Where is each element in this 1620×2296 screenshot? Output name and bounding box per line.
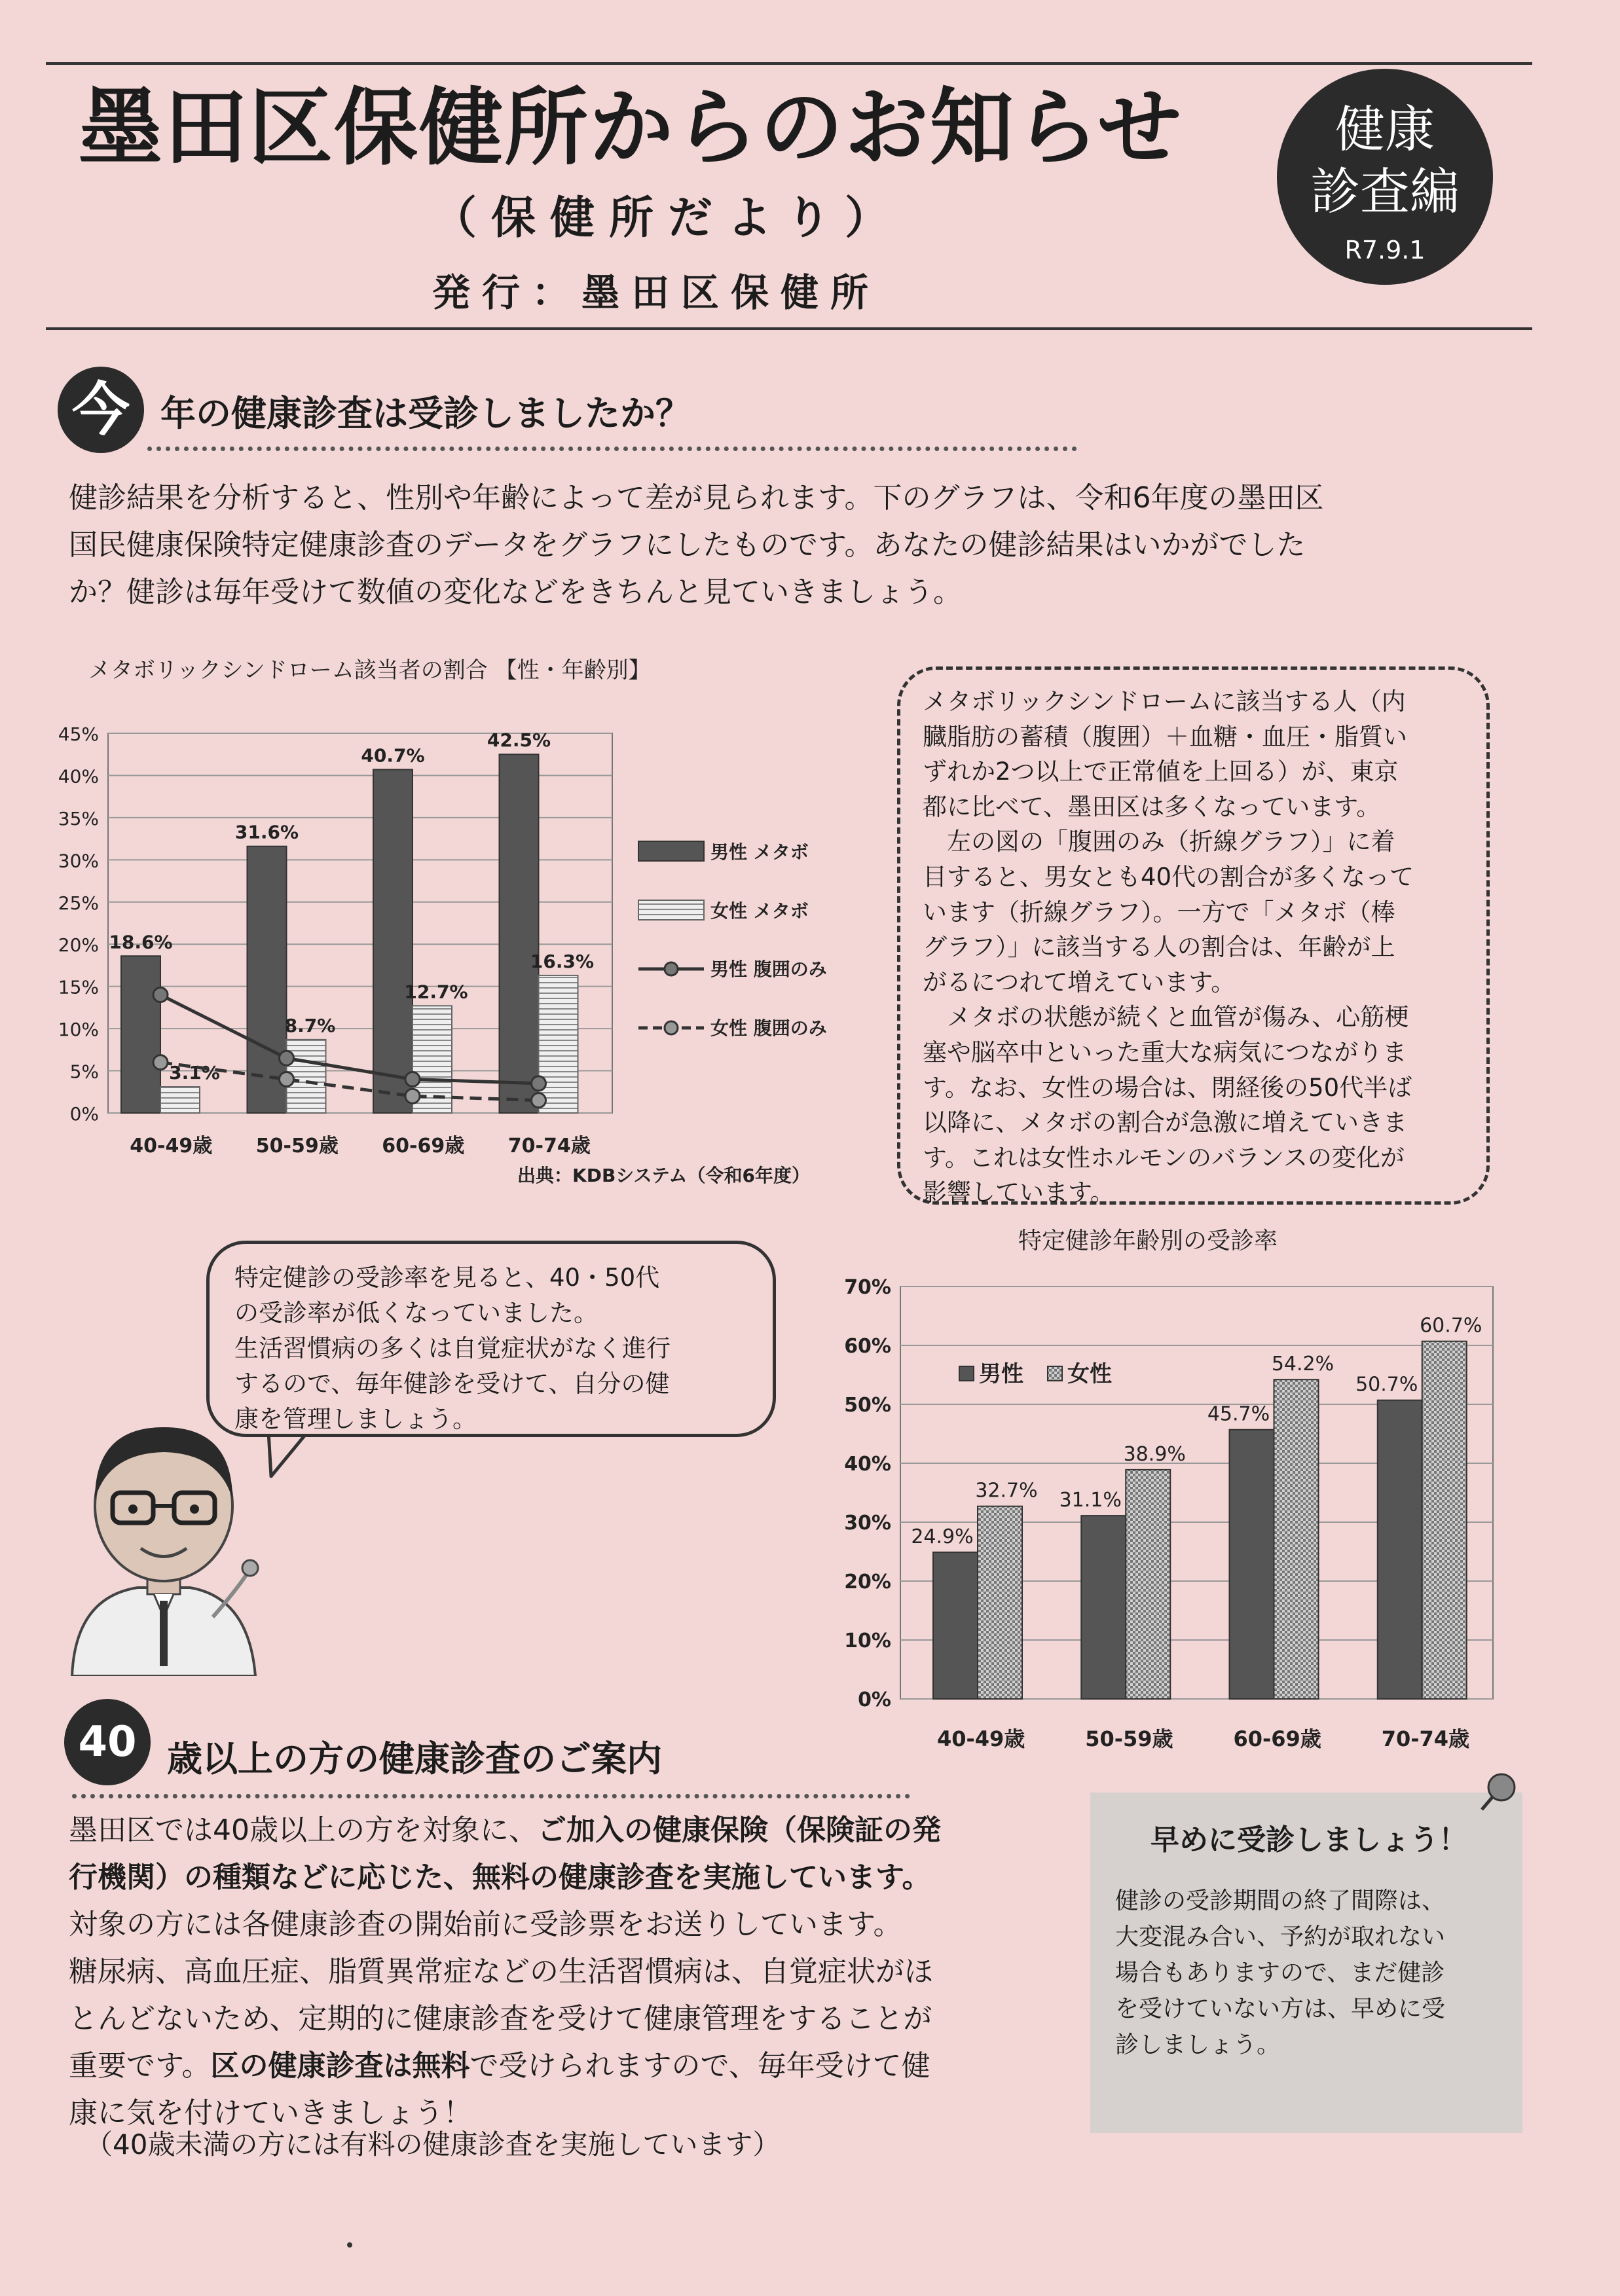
chart2-bar-men [933, 1552, 978, 1699]
badge-date: R7.9.1 [1344, 236, 1426, 264]
chart2-label-women: 54.2% [1271, 1353, 1335, 1376]
top-rule [46, 62, 1532, 65]
note-line: メタボリックシンドロームに該当する人（内 [923, 687, 1406, 716]
note-line: メタボの状態が続くと血管が傷み、心筋梗 [923, 1003, 1409, 1032]
chart2-label-women: 60.7% [1420, 1314, 1482, 1338]
doctor-speech-bubble [206, 1241, 776, 1437]
chart2-bar-women [1126, 1470, 1170, 1699]
reminder-line: 健診の受診期間の終了間際は、 [1115, 1887, 1446, 1914]
chart1-label-women-metabo: 16.3% [530, 950, 595, 972]
body-line: 康に気を付けていきましょう！ [69, 2096, 472, 2130]
chart1-label-men-metabo: 42.5% [487, 729, 551, 752]
chart1-legend-men-metabo: 男性 メタボ [710, 841, 809, 863]
chart1-legend-swatch-women-metabo [638, 900, 704, 920]
chart2-xtick: 70-74歳 [1381, 1726, 1470, 1751]
chart2-xtick: 40-49歳 [936, 1726, 1025, 1751]
chart2-label-men: 31.1% [1059, 1489, 1122, 1512]
chart1-bar-men-metabo [121, 956, 160, 1113]
note-line: 塞や脳卒中といった重大な病気につながりま [923, 1038, 1407, 1066]
chart1-title: メタボリックシンドローム該当者の割合 【性・年齢別】 [88, 657, 651, 683]
chart2-ytick: 0% [858, 1688, 891, 1711]
note-line: 目すると、男女とも40代の割合が多くなって [923, 862, 1414, 891]
chart2-label-men: 24.9% [911, 1525, 974, 1548]
chart2-ytick: 20% [844, 1571, 891, 1594]
chart1-legend-marker-men-waist [665, 962, 678, 975]
chart2-legend-swatch-women [1048, 1366, 1062, 1381]
chart1-point-women-waist [532, 1093, 546, 1108]
intro-line: か？健診は毎年受けて数値の変化などをきちんと見ていきましょう。 [69, 575, 962, 609]
chart1-legend-women-metabo: 女性 メタボ [710, 900, 809, 922]
body-text: 墨田区では40歳以上の方を対象に、 [69, 1813, 538, 1847]
chart1-bar-men-metabo [248, 847, 287, 1113]
chart2-ytick: 70% [844, 1276, 891, 1299]
reminder-line: 診しましょう。 [1115, 2032, 1281, 2058]
issuer: 発行：墨田区保健所 [432, 270, 881, 315]
chart1-source: 出典：KDBシステム（令和6年度） [517, 1165, 810, 1186]
section1-underline [147, 446, 1077, 451]
badge-line1: 健康 [1335, 100, 1435, 158]
section2-badge: 40 [64, 1699, 151, 1785]
chart2-ytick: 50% [844, 1394, 891, 1417]
footer-dot [347, 2242, 352, 2248]
bubble-line: 生活習慣病の多くは自覚症状がなく進行 [234, 1334, 671, 1362]
body-text: で受けられますので、毎年受けて健 [469, 2049, 930, 2083]
section1-heading: 年の健康診査は受診しましたか？ [160, 393, 691, 434]
bubble-line: するので、毎年健診を受けて、自分の健 [234, 1370, 670, 1398]
chart2-bar-women [978, 1506, 1022, 1699]
chart2-bar-men [1230, 1430, 1274, 1699]
chart1-point-women-waist [280, 1072, 294, 1086]
header-rule [46, 327, 1532, 330]
chart1-ytick: 35% [58, 807, 99, 829]
chart1-ytick: 15% [58, 976, 99, 998]
metabo-explanation-note [897, 666, 1490, 1205]
chart1-ytick: 45% [58, 723, 99, 745]
note-line: 左の図の「腹囲のみ（折線グラフ）」に着 [923, 828, 1395, 856]
chart1-point-men-waist [280, 1051, 294, 1065]
metabolic-syndrome-chart [33, 645, 891, 1214]
body-emphasis: 区の健康診査は無料 [210, 2049, 470, 2083]
note-line: 都に比べて、墨田区は多くなっています。 [923, 792, 1381, 821]
chart1-label-women-metabo: 8.7% [284, 1014, 336, 1036]
body-line [69, 1807, 941, 1854]
note-line: います（折線グラフ）。一方で「メタボ（棒 [923, 898, 1395, 926]
chart1-label-men-metabo: 31.6% [234, 821, 299, 843]
chart1-bar-women-metabo [539, 975, 578, 1113]
chart1-ytick: 25% [58, 892, 99, 914]
pushpin-icon [1477, 1768, 1522, 1813]
section2-underline [72, 1794, 910, 1798]
chart2-label-men: 45.7% [1207, 1402, 1270, 1426]
note-line: がるにつれて増えています。 [923, 968, 1236, 996]
chart1-xtick: 70-74歳 [507, 1135, 591, 1157]
chart1-xtick: 60-69歳 [382, 1135, 465, 1157]
reminder-line: 場合もありますので、まだ健診 [1115, 1959, 1445, 1986]
chart2-label-women: 32.7% [975, 1479, 1038, 1503]
badge-line2: 診査編 [1310, 162, 1460, 221]
body-line: 対象の方には各健康診査の開始前に受診票をお送りしています。 [69, 1908, 902, 1941]
reminder-title: 早めに受診しましょう！ [1151, 1823, 1467, 1857]
chart1-ytick: 5% [69, 1061, 99, 1083]
section2-body [69, 1807, 941, 2137]
bubble-line: の受診率が低くなっていました。 [234, 1299, 598, 1327]
chart1-ytick: 40% [58, 765, 99, 788]
chart1-ytick: 0% [69, 1103, 99, 1125]
chart1-point-women-waist [405, 1089, 420, 1103]
chart2-xtick: 60-69歳 [1233, 1726, 1321, 1751]
chart1-ytick: 10% [58, 1019, 99, 1041]
chart1-ytick: 30% [58, 850, 99, 872]
chart1-ytick: 20% [58, 934, 99, 957]
intro-line: 健診結果を分析すると、性別や年齢によって差が見られます。下のグラフは、令和6年度の墨田区 [69, 481, 1324, 515]
doctor-illustration [59, 1401, 275, 1676]
chart2-label-women: 38.9% [1123, 1442, 1186, 1466]
chart1-label-men-metabo: 18.6% [109, 931, 173, 953]
note-line: 臓脂肪の蓄積（腹囲）＋血糖・血圧・脂質い [923, 722, 1407, 751]
chart2-legend-men: 男性 [979, 1361, 1023, 1387]
chart2-ytick: 30% [844, 1512, 891, 1535]
chart1-legend-men-waist: 男性 腹囲のみ [710, 958, 827, 980]
edition-badge [1277, 69, 1493, 285]
chart1-bar-men-metabo [373, 769, 413, 1113]
chart2-xtick: 50-59歳 [1085, 1726, 1173, 1751]
section1-badge: 今 [58, 367, 144, 453]
chart2-bar-women [1274, 1379, 1319, 1699]
page-title: 墨田区保健所からのお知らせ [79, 79, 1183, 177]
body-line: とんどないため、定期的に健康診査を受けて健康管理をすることが [69, 2002, 932, 2035]
section2-heading: 歳以上の方の健康診査のご案内 [167, 1738, 662, 1779]
chart1-legend-marker-women-waist [665, 1021, 678, 1034]
note-line: 影響しています。 [923, 1178, 1115, 1207]
chart2-title: 特定健診年齢別の受診率 [1018, 1228, 1278, 1254]
note-line: す。なお、女性の場合は、閉経後の50代半ば [923, 1073, 1412, 1102]
chart2-legend-women: 女性 [1067, 1361, 1112, 1387]
body-line: 糖尿病、高血圧症、脂質異常症などの生活習慣病は、自覚症状がほ [69, 1955, 933, 1988]
body-emphasis: ご加入の健康保険（保険証の発 [538, 1813, 941, 1847]
chart2-ytick: 40% [844, 1453, 891, 1476]
under-40-note: （40歳未満の方には有料の健康診査を実施しています） [85, 2128, 781, 2160]
chart1-bar-men-metabo [500, 754, 539, 1113]
note-line: す。これは女性ホルモンのバランスの変化が [923, 1143, 1405, 1172]
chart1-point-men-waist [532, 1076, 546, 1091]
checkup-rate-chart [832, 1214, 1506, 1758]
chart2-bar-men [1081, 1516, 1126, 1699]
chart2-bar-women [1422, 1341, 1467, 1699]
note-line: グラフ）」に該当する人の割合は、年齢が上 [923, 933, 1395, 962]
note-line: ずれか2つ以上で正常値を上回る）が、東京 [923, 757, 1399, 786]
chart1-bar-women-metabo [160, 1087, 200, 1113]
chart1-label-men-metabo: 40.7% [361, 744, 425, 767]
chart1-point-men-waist [405, 1072, 420, 1086]
chart2-bar-men [1378, 1400, 1422, 1699]
bubble-line: 特定健診の受診率を見ると、40・50代 [234, 1264, 660, 1292]
page-subtitle: （保健所だより） [432, 192, 904, 244]
chart2-legend-swatch-men [959, 1366, 974, 1381]
intro-line: 国民健康保険特定健康診査のデータをグラフにしたものです。あなたの健診結果はいかがでした [69, 528, 1306, 562]
bubble-line: 康を管理しましょう。 [234, 1405, 477, 1433]
section1-intro [69, 475, 1323, 616]
note-line: 以降に、メタボの割合が急激に増えていきま [923, 1108, 1407, 1137]
chart1-point-women-waist [153, 1055, 168, 1070]
chart1-label-women-metabo: 3.1% [169, 1062, 220, 1084]
chart2-ytick: 60% [844, 1335, 891, 1358]
chart1-legend-women-waist: 女性 腹囲のみ [710, 1017, 827, 1039]
reminder-box [1090, 1793, 1522, 2133]
reminder-line: 大変混み合い、予約が取れない [1115, 1923, 1446, 1950]
body-text: 重要です。 [69, 2049, 211, 2083]
chart1-label-women-metabo: 12.7% [404, 981, 468, 1003]
body-line [69, 2043, 941, 2090]
reminder-line: を受けていない方は、早めに受 [1115, 1995, 1446, 2022]
chart1-xtick: 50-59歳 [255, 1135, 339, 1157]
chart2-ytick: 10% [844, 1630, 891, 1652]
body-line: 行機関）の種類などに応じた、無料の健康診査を実施しています。 [69, 1861, 931, 1894]
chart1-point-men-waist [153, 988, 168, 1002]
chart1-legend-swatch-men-metabo [638, 841, 704, 861]
chart2-label-men: 50.7% [1355, 1373, 1418, 1396]
chart1-xtick: 40-49歳 [130, 1135, 213, 1157]
